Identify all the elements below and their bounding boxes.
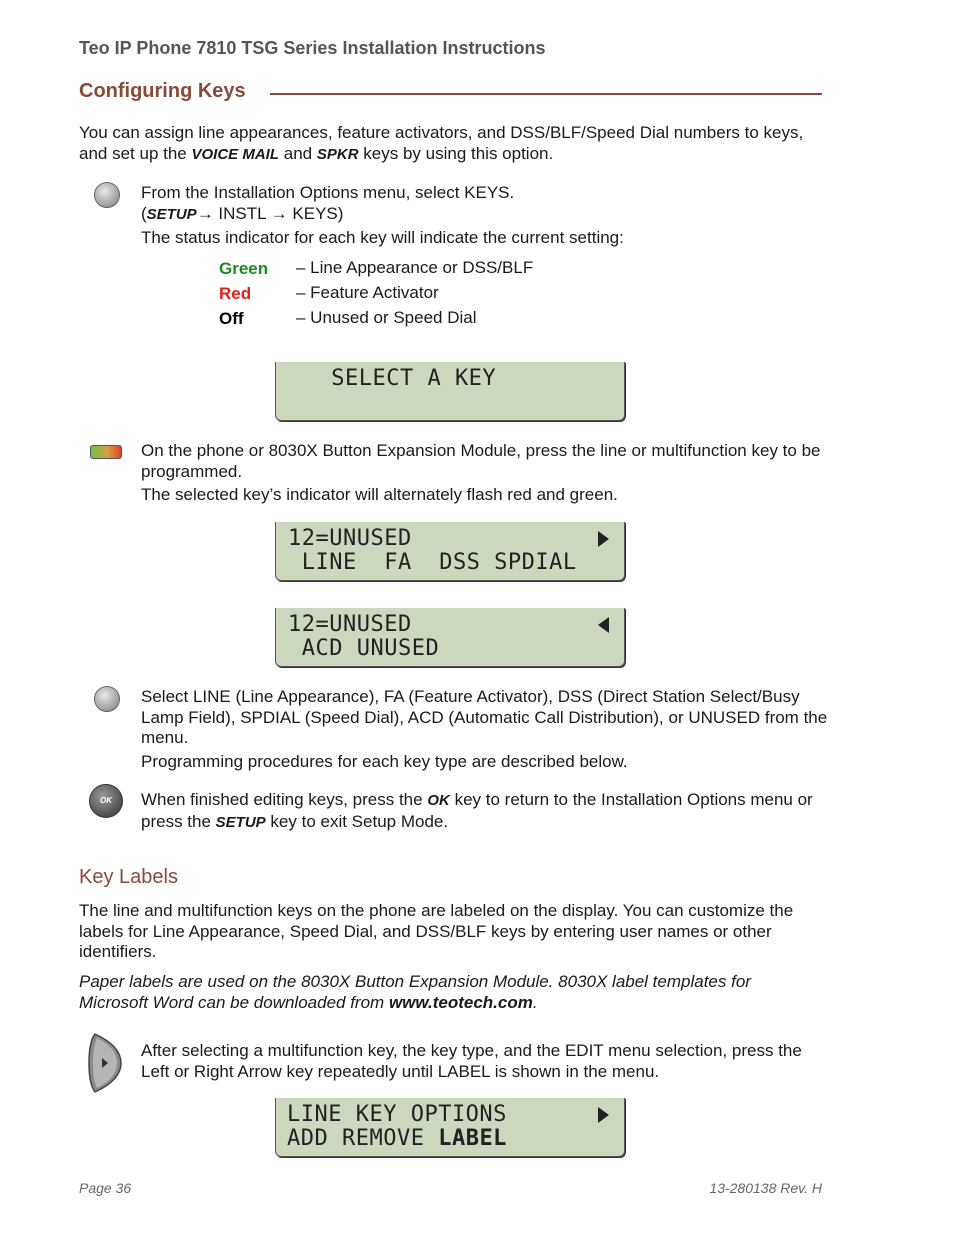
- softkey-button-icon: [94, 182, 120, 208]
- intro-text-and: and: [283, 143, 313, 163]
- page-number: Page 36: [79, 1180, 132, 1196]
- intro-paragraph: [79, 123, 819, 165]
- lcd-label-selected: LABEL: [438, 1126, 507, 1151]
- step3-text: [141, 687, 831, 772]
- step1-line3: The status indicator for each key will indicate the current setting:: [141, 228, 624, 247]
- step1-line1: From the Installation Options menu, select KEYS.: [141, 183, 515, 202]
- ok-key-label: OK: [427, 792, 450, 809]
- lcd-right-arrow-icon: [598, 531, 609, 547]
- section-rule: [270, 93, 822, 95]
- step3-line1: Select LINE (Line Appearance), FA (Feature Activator), DSS (Direct Station Select/Busy Lamp Field), SPDIAL (Speed Dial), ACD (Automatic Call Distribution), or UNUSED from the menu.: [141, 687, 828, 747]
- labels-paragraph: The line and multifunction keys on the phone are labeled on the display. You can customize the labels for Line Appearance, Speed Dial, and DSS/BLF keys by entering user names or other identifiers.: [79, 901, 794, 961]
- ok-button-icon: OK: [89, 784, 123, 818]
- status-red-label: Red: [219, 284, 252, 303]
- lcd-line-2: ACD UNUSED: [288, 636, 440, 661]
- teotech-link[interactable]: www.teotech.com: [388, 992, 533, 1012]
- status-red-desc: – Feature Activator: [296, 283, 439, 302]
- step1-path: (SETUP→ INSTL → KEYS): [141, 203, 344, 223]
- step1-text: [141, 183, 821, 249]
- step3-line2: Programming procedures for each key type are described below.: [141, 751, 628, 771]
- document-header: Teo IP Phone 7810 TSG Series Installation Instructions: [79, 38, 546, 58]
- status-off-desc: – Unused or Speed Dial: [296, 308, 477, 327]
- setup-key-label: SETUP: [215, 813, 266, 831]
- intro-text-2: keys by using this option.: [363, 143, 554, 163]
- status-off-label: Off: [219, 309, 244, 328]
- lcd-key-type-menu-2: [275, 608, 625, 667]
- intro-text-1: You can assign line appearances, feature activators, and DSS/BLF/Speed Dial numbers to keys, and set up the: [79, 123, 804, 163]
- step4-text: When finished editing keys, press the OK key to return to the Installation Options menu or press the SETUP key to exit Setup Mode.: [141, 790, 813, 831]
- step2-line2: The selected key’s indicator will alternately flash red and green.: [141, 485, 618, 504]
- line-key-led-icon: [90, 445, 122, 459]
- softkey-button-icon: [94, 686, 120, 712]
- right-arrow-key-icon: [87, 1032, 123, 1094]
- lcd-line-1: 12=UNUSED: [288, 612, 412, 637]
- step2-line1: On the phone or 8030X Button Expansion Module, press the line or multifunction key to be programmed.: [141, 441, 821, 481]
- step2-text: [141, 441, 821, 506]
- status-green-label: Green: [219, 259, 269, 278]
- labels-note: Paper labels are used on the 8030X Button Expansion Module. 8030X label templates for Microsoft Word can be downloaded from www.teotech.com.: [79, 972, 751, 1012]
- step5-text: After selecting a multifunction key, the key type, and the EDIT menu selection, press the Left or Right Arrow key repeatedly until LABEL is shown in the menu.: [141, 1041, 802, 1081]
- document-revision: 13-280138 Rev. H: [709, 1180, 822, 1196]
- lcd-line-1: LINE KEY OPTIONS: [287, 1102, 507, 1127]
- lcd-left-arrow-icon: [598, 617, 609, 633]
- lcd-line-1: SELECT A KEY: [290, 366, 497, 391]
- lcd-line-1: 12=UNUSED: [288, 526, 412, 551]
- section-title: Configuring Keys: [79, 80, 246, 102]
- lcd-line-2: ADD REMOVE LABEL: [287, 1126, 507, 1151]
- lcd-key-type-menu-1: [275, 522, 625, 581]
- status-green-desc: – Line Appearance or DSS/BLF: [296, 258, 534, 277]
- lcd-select-a-key: [275, 362, 625, 421]
- spkr-key-label: SPKR: [316, 145, 359, 163]
- lcd-line-2: LINE FA DSS SPDIAL: [288, 550, 577, 575]
- subsection-title: Key Labels: [79, 866, 178, 888]
- lcd-line-key-options: [275, 1098, 625, 1157]
- lcd-right-arrow-icon: [598, 1107, 609, 1123]
- voice-mail-key-label: VOICE MAIL: [191, 145, 280, 163]
- setup-key-label: SETUP: [146, 205, 197, 223]
